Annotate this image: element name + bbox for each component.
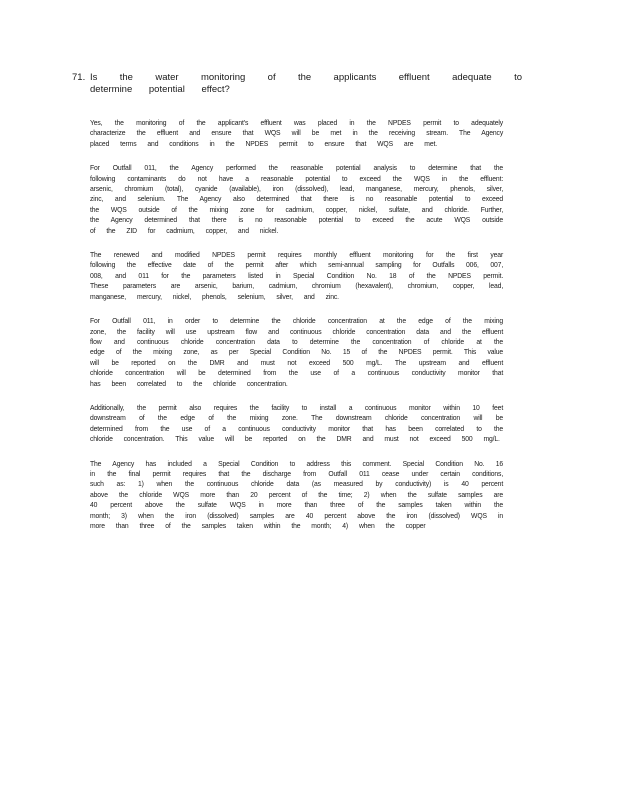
answer-paragraph: The renewed and modified NPDES permit requires monthly effluent monitoring for the first year following the effective date of the permit after which semi-annual sampling for Outfalls 006, 007, 008, and 011 for the parameters listed in Special Condition No. 18 of the NPDES permit. These parameters are arsenic, barium, cadmium, chromium (hexavalent), chromium, copper, lead, manganese, mercury, nickel, phenols, selenium, silver, and zinc. [90,250,504,301]
answer-paragraph: The Agency has included a Special Condition to address this comment. Special Condition No. 16 in the final permit requires that the discharge from Outfall 011 cease under certain conditions, such as: 1) when the continuous chloride data (as measured by conductivity) is 40 percent above the chloride WQS more than 20 percent of the time; 2) when the sulfate samples are 40 percent above the sulfate WQS in more than three of the samples taken within the month; 3) when the iron (dissolved) samples are 40 percent above the iron (dissolved) WQS in more than three of the samples taken within the month; 4) when the copper [90,458,504,530]
answer-paragraph: Yes, the monitoring of the applicant's effluent was placed in the NPDES permit to adequately characterize the effluent and ensure that WQS will be met in the receiving stream. The Agency placed terms and conditions in the NPDES permit to ensure that WQS are met. [90,118,504,148]
answer-paragraph: For Outfall 011, in order to determine the chloride concentration at the edge of the mixing zone, the facility will use upstream flow and continuous chloride concentration data and the effluent flow and continuous chloride concentration data to determine the concentration of chloride at the edge of the mixing zone, as per Special Condition No. 15 of the NPDES permit. This value will be reported on the DMR and must not exceed 500 mg/L. The upstream and effluent chloride concentration will be determined from the use of a continuous conductivity monitor that has been correlated to the chloride concentration. [90,316,504,388]
answer-body [90,118,503,545]
question-number: 71. [72,72,86,83]
question-text: Is the water monitoring of the applicants effluent adequate to determine potential effect? [90,72,522,95]
answer-paragraph: Additionally, the permit also requires the facility to install a continuous monitor within 10 feet downstream of the edge of the mixing zone. The downstream chloride concentration will be determined from the use of a continuous conductivity monitor that has been correlated to the chloride concentration. This value will be reported on the DMR and must not exceed 500 mg/L. [90,402,504,444]
answer-paragraph: For Outfall 011, the Agency performed the reasonable potential analysis to determine that the following contaminants do not have a reasonable potential to exceed the WQS in the effluent: arsenic, chromium (total), cyanide (available), iron (dissolved), lead, manganese, mercury, phenols, silver, zinc, and selenium. The Agency also determined that there is no reasonable potential to exceed the WQS outside of the mixing zone for cadmium, copper, nickel, sulfate, and chloride. Further, the Agency determined that there is no reasonable potential to exceed the acute WQS outside of the ZID for cadmium, copper, and nickel. [90,163,504,235]
question-heading [72,72,522,95]
